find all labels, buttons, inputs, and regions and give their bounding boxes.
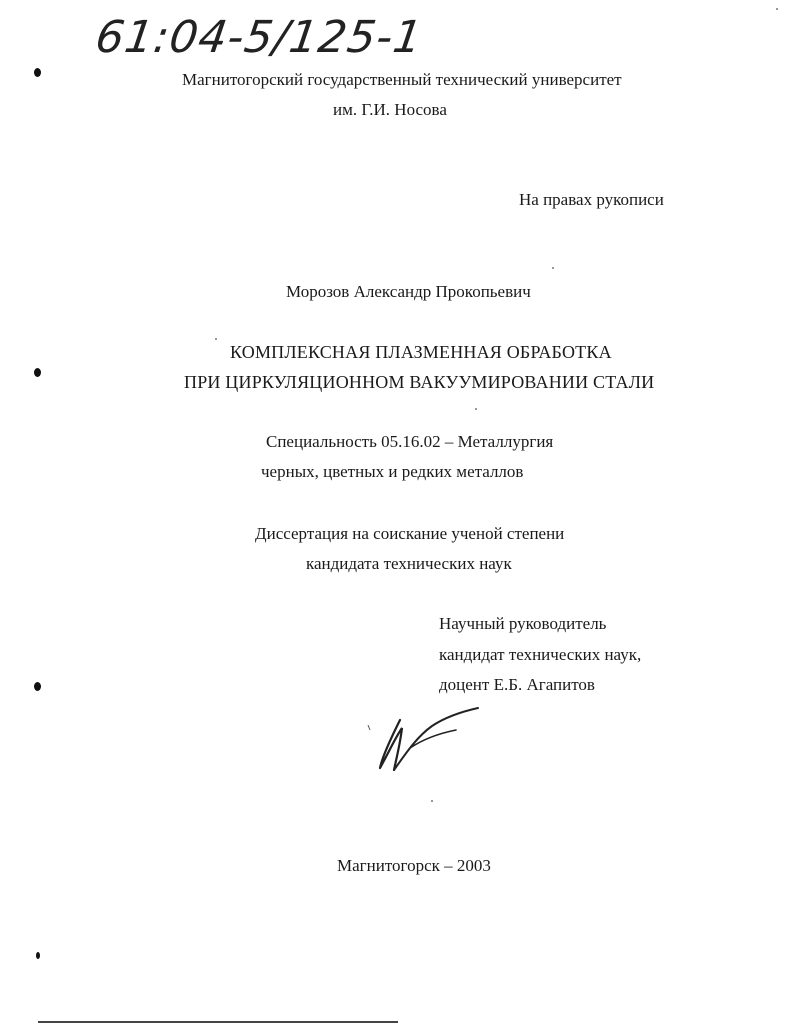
- rights-note: На правах рукописи: [519, 190, 664, 209]
- scan-speck: [431, 800, 433, 802]
- scan-speck: [776, 8, 778, 10]
- dissertation-title-line-2: ПРИ ЦИРКУЛЯЦИОННОМ ВАКУУМИРОВАНИИ СТАЛИ: [184, 372, 655, 392]
- city-year: Магнитогорск – 2003: [337, 856, 491, 875]
- handwritten-signature: [360, 700, 490, 780]
- supervisor-line-2: кандидат технических наук,: [439, 645, 642, 664]
- punch-hole-icon: [36, 952, 40, 959]
- degree-line-2: кандидата технических наук: [306, 554, 512, 573]
- dissertation-title-line-1: КОМПЛЕКСНАЯ ПЛАЗМЕННАЯ ОБРАБОТКА: [230, 342, 612, 362]
- specialty-line-1: Специальность 05.16.02 – Металлургия: [266, 432, 554, 451]
- author-name: Морозов Александр Прокопьевич: [286, 282, 531, 301]
- university-name: Магнитогорский государственный технический университет: [182, 70, 622, 89]
- handwritten-catalog-number: [92, 12, 456, 74]
- university-named-after: им. Г.И. Носова: [333, 100, 447, 119]
- punch-hole-icon: [34, 68, 41, 77]
- scan-speck: [475, 408, 477, 410]
- punch-hole-icon: [34, 682, 41, 691]
- supervisor-line-1: Научный руководитель: [439, 614, 607, 633]
- handwritten-code: 61:04-5/125-1: [92, 12, 426, 63]
- degree-line-1: Диссертация на соискание ученой степени: [255, 524, 565, 543]
- specialty-line-2: черных, цветных и редких металлов: [261, 462, 524, 481]
- scan-edge-line: [38, 1021, 398, 1023]
- scan-speck: [215, 338, 217, 340]
- supervisor-line-3: доцент Е.Б. Агапитов: [439, 675, 595, 694]
- punch-hole-icon: [34, 368, 41, 377]
- scan-speck: [552, 267, 554, 269]
